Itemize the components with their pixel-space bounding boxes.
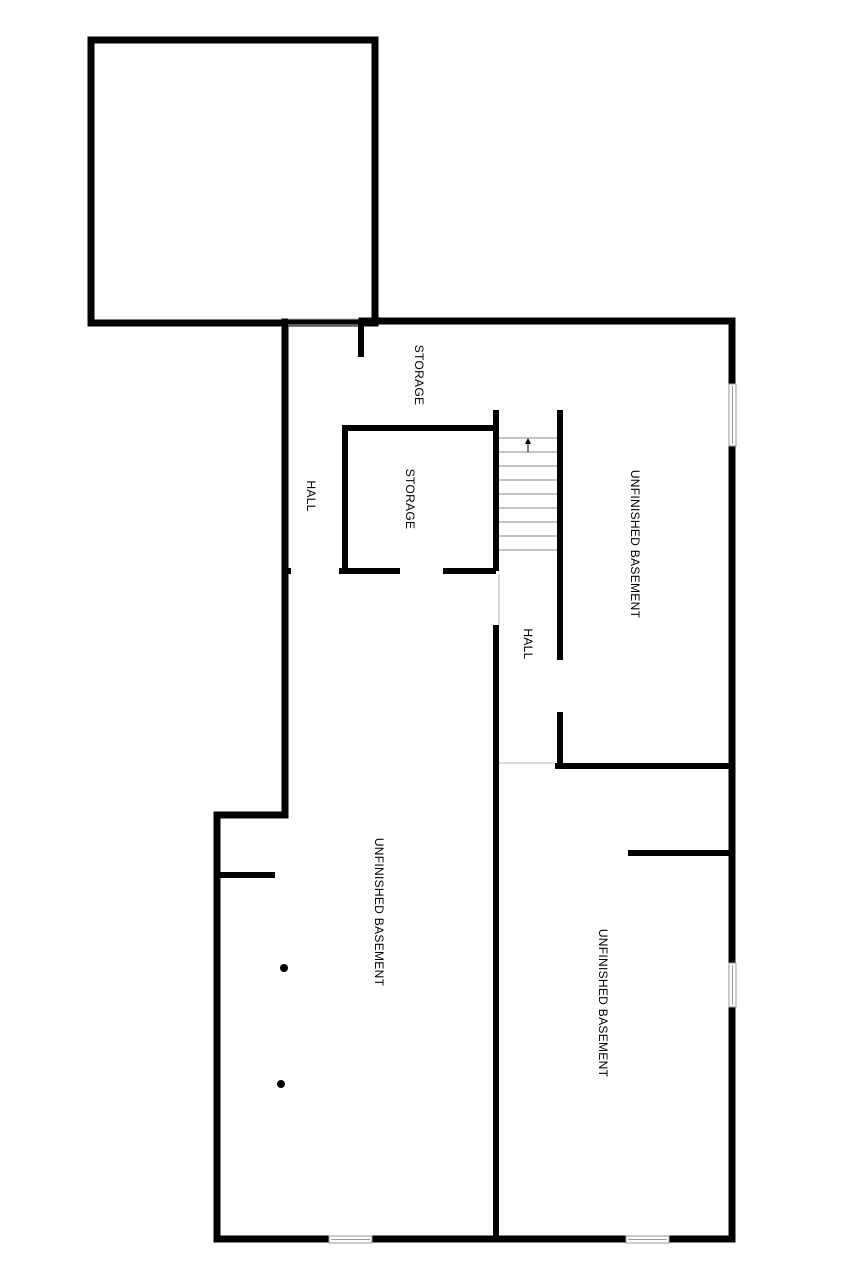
storage-closet-wall bbox=[345, 428, 495, 571]
interior-walls bbox=[217, 322, 732, 1239]
label-storage-top: STORAGE bbox=[411, 344, 426, 406]
arrow-up-icon bbox=[525, 438, 531, 444]
exterior-walls bbox=[91, 40, 732, 1239]
column-dot-icon bbox=[277, 1080, 285, 1088]
label-hall-left: HALL bbox=[303, 480, 318, 512]
room-labels bbox=[304, 345, 642, 1078]
label-unfinished-basement-right: UNFINISHED BASEMENT bbox=[627, 469, 642, 619]
label-storage-closet: STORAGE bbox=[402, 468, 417, 530]
label-hall-center: HALL bbox=[520, 628, 535, 660]
staircase bbox=[499, 438, 557, 550]
windows bbox=[329, 384, 736, 1243]
upper-block-wall bbox=[91, 40, 375, 323]
main-outline-wall bbox=[217, 321, 732, 1239]
support-columns bbox=[277, 964, 288, 1088]
column-dot-icon bbox=[280, 964, 288, 972]
label-unfinished-basement-left: UNFINISHED BASEMENT bbox=[371, 837, 386, 987]
label-unfinished-basement-lower-right: UNFINISHED BASEMENT bbox=[595, 928, 610, 1078]
